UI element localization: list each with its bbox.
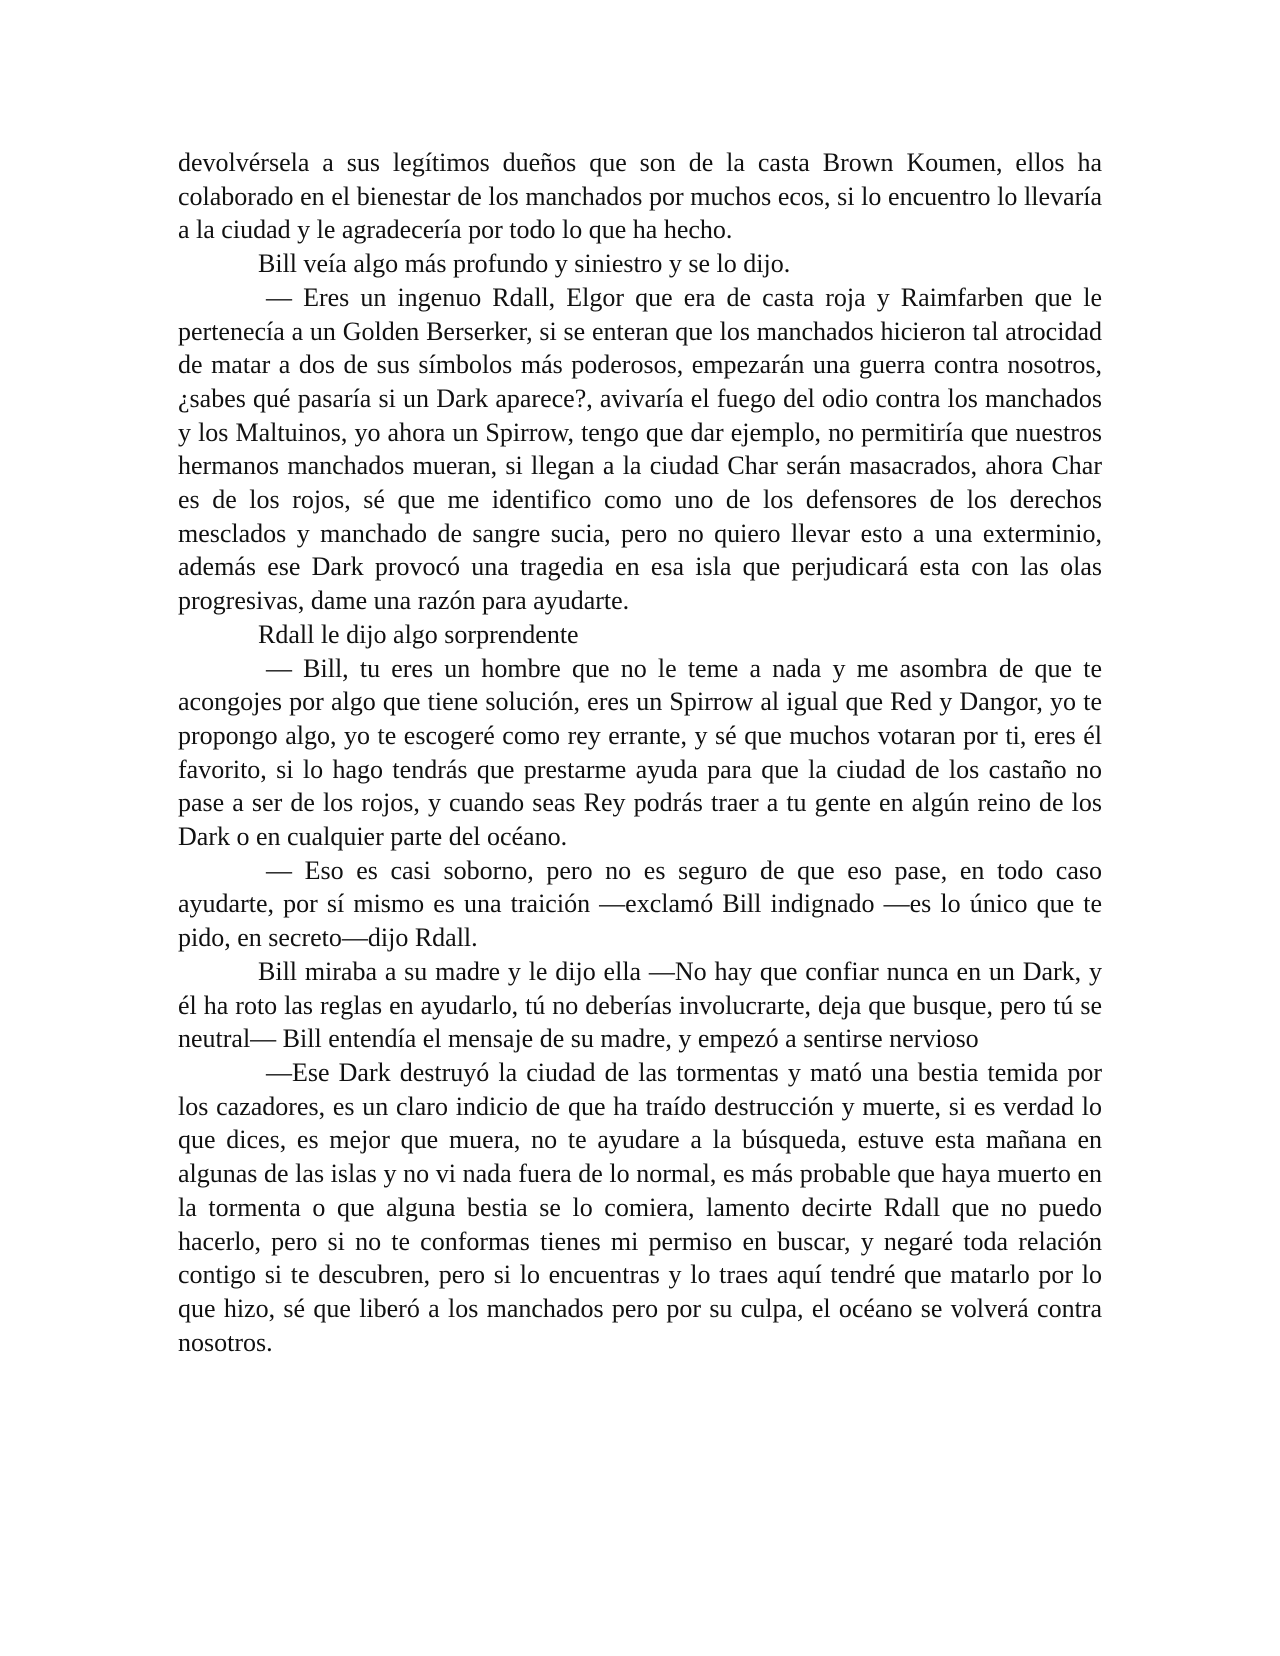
paragraph-narration: Bill miraba a su madre y le dijo ella —No hay que confiar nunca en un Dark, y él ha roto las reglas en ayudarlo, tú no deberías involucrarte, deja que busque, pero tú se neutral— Bill entendía el mensaje de su madre, y empezó a sentirse nervioso [178,956,1102,1054]
paragraph-dialogue: — Bill, tu eres un hombre que no le teme a nada y me asombra de que te acongojes por algo que tiene solución, eres un Spirrow al igual que Red y Dangor, yo te propongo algo, yo te escogeré como rey errante, y sé que muchos votaran por ti, eres él favorito, si lo hago tendrás que prestarme ayuda para que la ciudad de los castaño no pase a ser de los rojos, y cuando seas Rey podrás traer a tu gente en algún reino de los Dark o en cualquier parte del océano. [178,653,1102,852]
document-page [178,146,1102,1359]
paragraph-narration: Rdall le dijo algo sorprendente [258,619,579,649]
paragraph-dialogue: — Eres un ingenuo Rdall, Elgor que era de casta roja y Raimfarben que le pertenecía a un Golden Berserker, si se enteran que los manchados hicieron tal atrocidad de matar a dos de sus símbolos más poderosos, empezarán una guerra contra nosotros, ¿sabes qué pasaría si un Dark aparece?, avivaría el fuego del odio contra los manchados y los Maltuinos, yo ahora un Spirrow, tengo que dar ejemplo, no permitiría que nuestros hermanos manchados mueran, si llegan a la ciudad Char serán masacrados, ahora Char es de los rojos, sé que me identifico como uno de los defensores de los derechos mesclados y manchado de sangre sucia, pero no quiero llevar esto a una exterminio, además ese Dark provocó una tragedia en esa isla que perjudicará esta con las olas progresivas, dame una razón para ayudarte. [178,282,1102,616]
paragraph-dialogue: —Ese Dark destruyó la ciudad de las tormentas y mató una bestia temida por los cazadores, es un claro indicio de que ha traído destrucción y muerte, si es verdad lo que dices, es mejor que muera, no te ayudare a la búsqueda, estuve esta mañana en algunas de las islas y no vi nada fuera de lo normal, es más probable que haya muerto en la tormenta o que alguna bestia se lo comiera, lamento decirte Rdall que no puedo hacerlo, pero si no te conformas tienes mi permiso en buscar, y negaré toda relación contigo si te descubren, pero si lo encuentras y lo traes aquí tendré que matarlo por lo que hizo, sé que liberó a los manchados pero por su culpa, el océano se volverá contra nosotros. [178,1057,1102,1357]
paragraph-continuation: devolvérsela a sus legítimos dueños que son de la casta Brown Koumen, ellos ha colaborado en el bienestar de los manchados por muchos ecos, si lo encuentro lo llevaría a la ciudad y le agradecería por todo lo que ha hecho. [178,148,1102,245]
paragraph-dialogue: — Eso es casi soborno, pero no es seguro de que eso pase, en todo caso ayudarte, por sí mismo es una traición —exclamó Bill indignado —es lo único que te pido, en secreto—dijo Rdall. [178,855,1102,953]
paragraph-narration: Bill veía algo más profundo y siniestro y se lo dijo. [258,249,791,279]
